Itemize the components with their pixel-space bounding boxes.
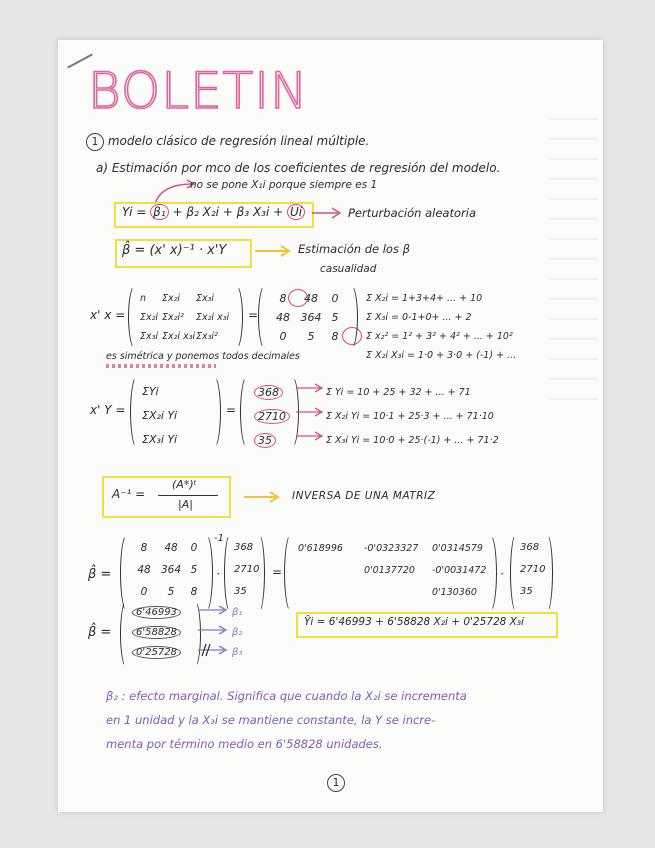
xty-numeric: 368 2710 35 [254,381,290,453]
item-text: modelo clásico de regresión lineal múltiple. [107,134,370,148]
right-paren [343,284,358,350]
ui-circled: Ui [287,204,305,220]
beta-calc-eq: = [272,565,283,579]
xtx-eq: = [248,308,259,322]
inverse-numerator: (A*)ᵗ [172,478,197,491]
page-number-circle: 1 [327,774,345,792]
page-number [327,774,345,792]
model-terms: + β₂ X₂i + β₃ X₃i + [172,205,284,219]
circled-n [288,289,308,307]
right-paren [206,375,221,449]
xtx-lhs: x' x = [90,308,126,322]
perturbation-label: Perturbación aleatoria [348,206,476,220]
xty-lhs: x' Y = [90,403,126,417]
bleed-through [548,100,598,400]
purple-arrows [198,604,232,664]
exponent: -1 [214,533,224,544]
xtx-numeric: 8 48 0 48 364 5 0 5 8 [276,292,339,343]
pink-arrows [296,382,326,448]
xtx-symbolic: n Σx₂i Σx₃i Σx₂i Σx₂i² Σx₂i x₃i Σx₃i Σx₂i x₃iΣx₃i² [140,293,230,342]
inverse-lhs: A⁻¹ = [112,487,146,501]
fitted-equation: Ŷi = 6'46993 + 6'58828 X₂i + 0'25728 X₃i [304,616,524,628]
symmetric-note: es simétrica y ponemos todos decimales [106,351,300,362]
fraction-bar [158,495,218,496]
right-paren [482,533,497,613]
item-number-circle: 1 [86,133,104,151]
right-paren [228,284,243,350]
model-lhs: Yi = [122,205,147,219]
model-equation [122,205,305,219]
item-heading [86,133,369,151]
arrow-right-icon [255,244,295,258]
beta1-circled: β₁ [150,204,168,220]
inverse-denominator: |A| [178,498,193,511]
right-paren [540,533,553,613]
interpretation: β₂ : efecto marginal. Significa que cuando la X₂i se incrementa en 1 unidad y la X₃i se mantiene constante, la Y se incre- menta por término medio en 6'58828 unidades. [106,689,467,751]
beta-result-values: 6'46993 6'58828 0'25728 [132,603,181,663]
xty-symbolic: ΣYi ΣX₂i Yi ΣX₃i Yi [142,385,178,446]
beta-calc-vector2: 368 2710 35 [520,542,546,597]
arrow-right-icon [244,490,284,504]
inverse-matrix-values: 0'618996 -0'0323327 0'0314579 0'0137720 -0'0031472 0'130360 [298,543,487,598]
beta-calc-matrix: 8 48 0 48 364 5 0 5 8 [137,542,198,598]
page-title: BOLETIN [88,62,309,120]
xty-sums: Σ Yi = 10 + 25 + 32 + ... + 71 Σ X₂i Yi = 10·1 + 25·3 + ... + 71·10 Σ X₃i Yi = 10·0 + 25·(-1) + ... + 71·2 [326,387,499,446]
right-paren [252,533,265,613]
note-xsi: no se pone X₁i porque siempre es 1 [190,179,378,191]
wavy-underline [106,364,216,368]
beta-calc-vector: 368 2710 35 [234,542,260,597]
subsection-a: a) Estimación por mco de los coeficientes de regresión del modelo. [96,161,501,175]
beta-labels: β₁ β₂ β₃ [232,607,243,658]
beta-calc-lhs: β̂ = [88,567,112,582]
left-paren [284,533,299,613]
beta-formula: β̂ = (x' x)⁻¹ · x'Y [122,243,227,258]
xtx-sums: Σ X₂i = 1+3+4+ ... + 10 Σ X₃i = 0-1+0+ ... + 2 Σ x₂² = 1² + 3² + 4² + ... + 10² Σ X₂i X₃i = 1·0 + 3·0 + (-1) + ... [366,293,517,361]
right-paren [198,533,213,613]
left-paren [240,375,255,449]
beta-result-lhs: β̂ = [88,625,112,640]
casualidad-label: casualidad [320,263,377,275]
dot: · [216,567,220,581]
beta-estimation-label: Estimación de los β [298,242,410,256]
inverse-label: INVERSA DE UNA MATRIZ [292,490,436,502]
notebook-page [58,40,603,812]
xty-eq: = [226,403,237,417]
dot2: · [500,567,504,581]
arrow-right-icon [312,206,344,220]
